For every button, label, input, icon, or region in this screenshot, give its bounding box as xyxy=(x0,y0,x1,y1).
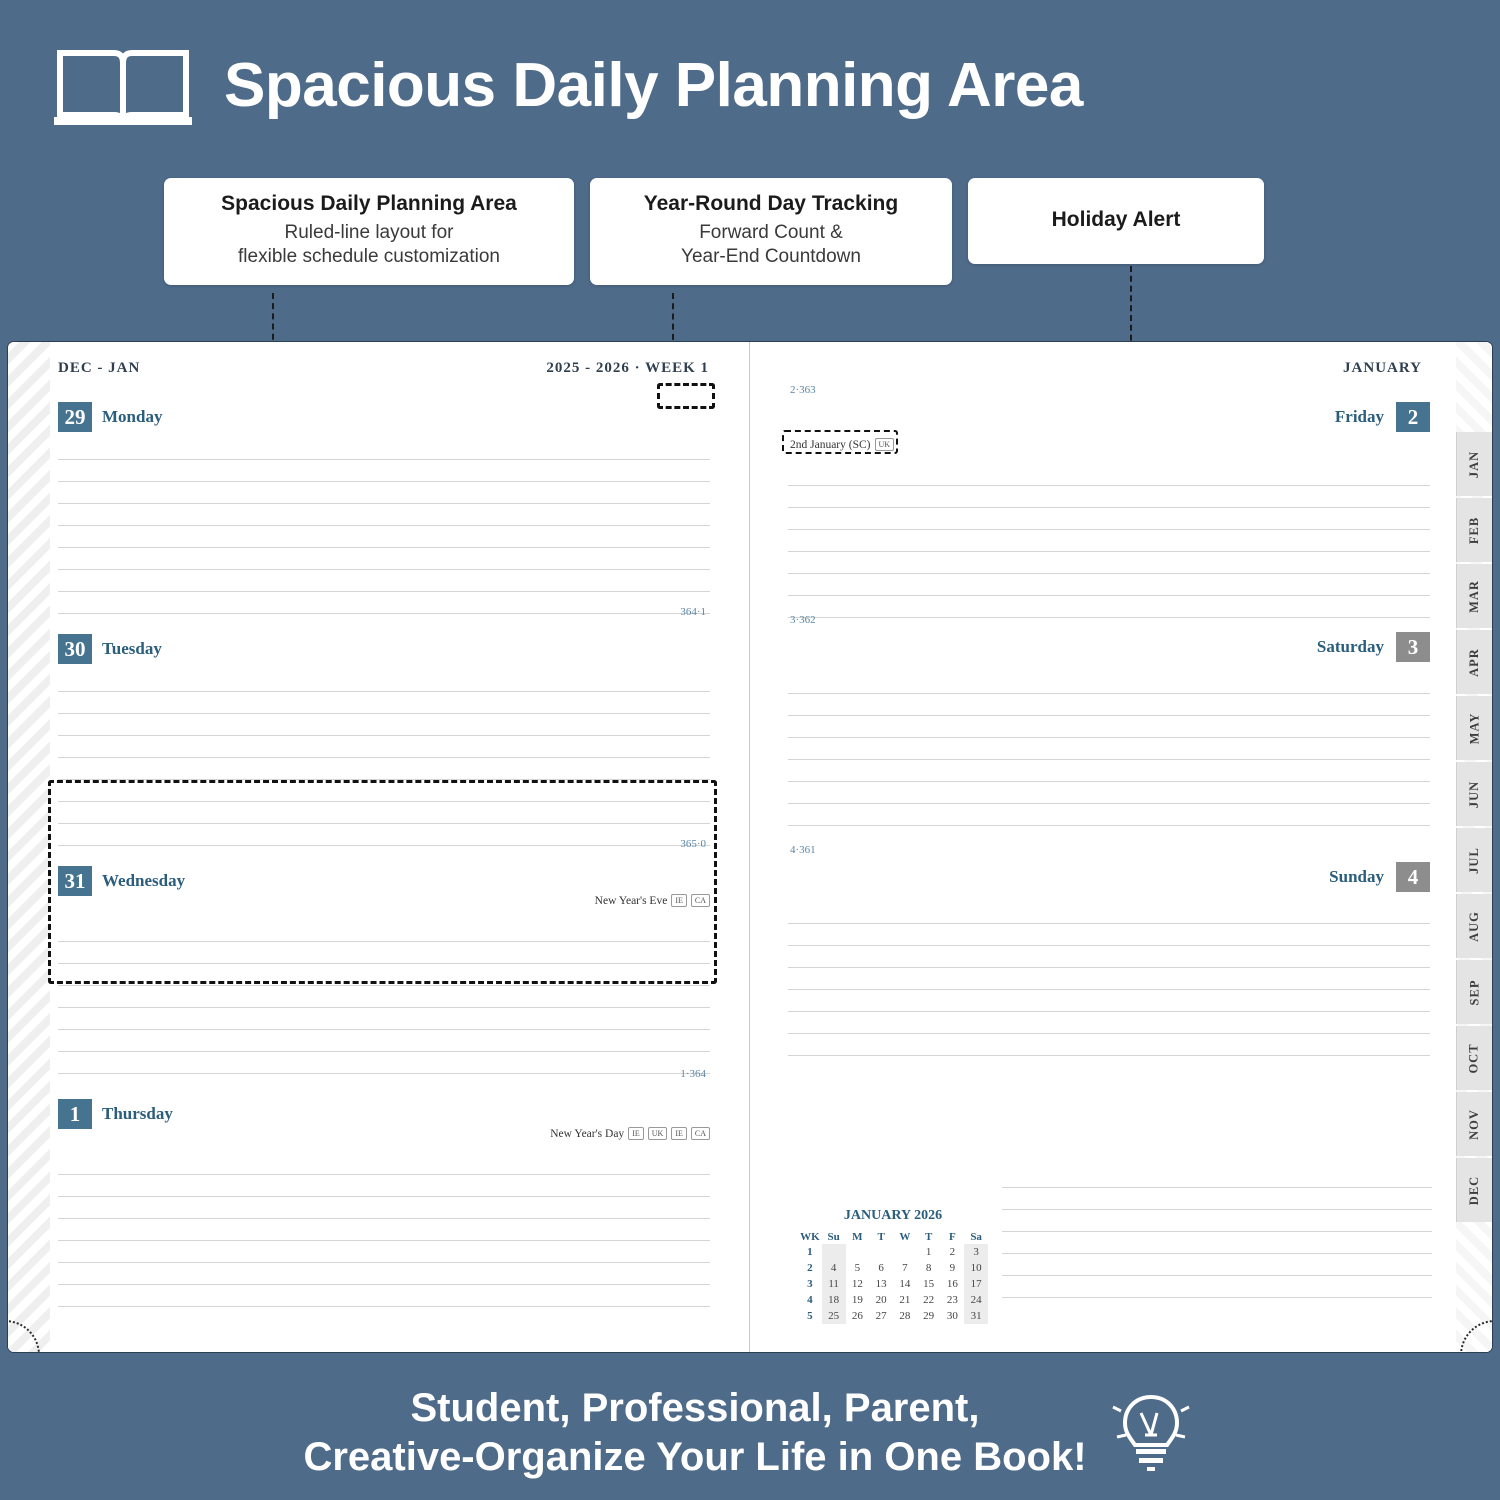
callout-subtitle: Forward Count & Year-End Countdown xyxy=(681,222,861,267)
mini-day[interactable]: 4 xyxy=(822,1260,846,1276)
mini-day[interactable]: 15 xyxy=(923,1278,935,1290)
day-header xyxy=(788,630,1430,664)
open-book-icon xyxy=(48,35,198,135)
right-header-month: JANUARY xyxy=(1343,360,1422,376)
ruled-lines[interactable] xyxy=(58,1153,710,1307)
mini-day[interactable] xyxy=(893,1244,917,1260)
ruled-lines[interactable] xyxy=(788,464,1430,618)
mini-calendar-row xyxy=(798,1276,988,1292)
right-page-header xyxy=(788,360,1422,377)
mini-day[interactable]: 1 xyxy=(925,1246,932,1258)
holiday-code: CA xyxy=(691,1127,710,1140)
mini-col-we: W xyxy=(899,1231,911,1243)
mini-day[interactable]: 17 xyxy=(964,1276,988,1292)
month-tab-label: FEB xyxy=(1467,516,1481,544)
month-tab-oct[interactable] xyxy=(1456,1026,1492,1090)
callout-title: Year-Round Day Tracking xyxy=(643,192,899,215)
mini-day[interactable]: 16 xyxy=(946,1278,958,1290)
mini-day[interactable]: 6 xyxy=(878,1262,884,1274)
day-count: 3·362 xyxy=(790,614,816,626)
page-header xyxy=(0,0,1500,170)
holiday-code: IE xyxy=(671,894,687,907)
mini-day[interactable]: 13 xyxy=(875,1278,887,1290)
day-block-saturday xyxy=(788,614,1430,826)
mini-day[interactable]: 21 xyxy=(899,1294,911,1306)
month-tab-dec[interactable] xyxy=(1456,1158,1492,1222)
highlight-daily-planning-area xyxy=(48,780,717,984)
mini-week-num: 2 xyxy=(807,1262,813,1274)
month-tab-apr[interactable] xyxy=(1456,630,1492,694)
mini-day[interactable]: 22 xyxy=(923,1294,935,1306)
callout-year-round-tracking xyxy=(590,178,952,285)
callout-spacious-daily-planning xyxy=(164,178,574,285)
mini-day[interactable]: 19 xyxy=(851,1294,863,1306)
day-number: 2 xyxy=(1396,402,1430,432)
left-header-month-range: DEC - JAN xyxy=(58,360,141,376)
callout-group xyxy=(0,178,1500,293)
mini-day[interactable]: 23 xyxy=(946,1294,958,1306)
month-tab-label: JAN xyxy=(1467,450,1481,478)
day-header xyxy=(788,400,1430,434)
mini-calendar-row xyxy=(798,1244,988,1260)
mini-day[interactable]: 27 xyxy=(875,1310,887,1322)
mini-calendar-title: JANUARY 2026 xyxy=(843,1208,943,1223)
lightbulb-idea-icon xyxy=(1105,1387,1197,1479)
mini-col-tu: T xyxy=(877,1231,885,1243)
page-footer xyxy=(0,1384,1500,1482)
ruled-lines-notes[interactable] xyxy=(1002,1166,1432,1298)
month-tab-label: OCT xyxy=(1467,1042,1481,1074)
mini-week-num: 5 xyxy=(807,1310,813,1322)
day-name: Sunday xyxy=(1329,867,1384,886)
mini-day[interactable]: 31 xyxy=(964,1308,988,1324)
day-name: Tuesday xyxy=(102,639,162,658)
callout-title: Holiday Alert xyxy=(1051,208,1181,231)
month-tab-label: DEC xyxy=(1467,1175,1481,1205)
holiday-code: IE xyxy=(628,1127,644,1140)
holiday-code: UK xyxy=(875,438,895,451)
ruled-lines[interactable] xyxy=(58,438,710,614)
day-header xyxy=(58,1097,710,1131)
mini-day[interactable]: 26 xyxy=(851,1310,863,1322)
month-tab-feb[interactable] xyxy=(1456,498,1492,562)
mini-day[interactable] xyxy=(822,1244,846,1260)
month-tab-may[interactable] xyxy=(1456,696,1492,760)
day-header xyxy=(58,632,710,666)
mini-calendar-table xyxy=(798,1230,988,1324)
day-block-friday xyxy=(788,384,1430,618)
day-header xyxy=(788,860,1430,894)
mini-day[interactable]: 28 xyxy=(899,1310,911,1322)
month-tab-aug[interactable] xyxy=(1456,894,1492,958)
month-tab-label: MAR xyxy=(1466,579,1481,613)
month-tab-mar[interactable] xyxy=(1456,564,1492,628)
day-header xyxy=(58,400,710,434)
mini-day[interactable]: 25 xyxy=(822,1308,846,1324)
day-block-thursday xyxy=(58,1097,710,1307)
callout-holiday-alert xyxy=(968,178,1264,264)
day-number: 30 xyxy=(58,634,92,664)
mini-day[interactable]: 14 xyxy=(899,1278,911,1290)
ruled-lines[interactable] xyxy=(788,672,1430,826)
mini-day[interactable]: 11 xyxy=(822,1276,846,1292)
day-block-monday xyxy=(58,400,710,618)
month-tab-jan[interactable] xyxy=(1456,432,1492,496)
holiday-code: CA xyxy=(691,894,710,907)
holiday-code: IE xyxy=(671,1127,687,1140)
holiday-code: UK xyxy=(648,1127,668,1140)
day-number: 1 xyxy=(58,1099,92,1129)
day-name: Friday xyxy=(1334,407,1384,426)
mini-calendar-row xyxy=(798,1260,988,1276)
day-name: Saturday xyxy=(1316,637,1384,656)
month-tab-label: JUL xyxy=(1467,846,1481,874)
month-tab-nov[interactable] xyxy=(1456,1092,1492,1156)
mini-day[interactable]: 9 xyxy=(949,1262,956,1274)
day-number: 31 xyxy=(58,866,92,896)
mini-day[interactable]: 10 xyxy=(964,1260,988,1276)
day-count: 1·364 xyxy=(680,1068,706,1080)
planner-page-right xyxy=(750,342,1492,1352)
day-count: 365·0 xyxy=(680,838,706,850)
callout-title: Spacious Daily Planning Area xyxy=(221,192,517,215)
month-tab-sep[interactable] xyxy=(1456,960,1492,1024)
footer-line-2: Creative-Organize Your Life in One Book! xyxy=(303,1435,1087,1480)
month-tab-label: SEP xyxy=(1467,979,1481,1005)
day-name: Wednesday xyxy=(102,871,186,890)
month-tab-label: APR xyxy=(1466,647,1481,677)
mini-day[interactable]: 8 xyxy=(925,1262,932,1274)
holiday-label: New Year's Eve xyxy=(594,894,668,907)
holiday-label: 2nd January (SC) xyxy=(790,438,871,451)
mini-col-su: Su xyxy=(827,1231,840,1243)
mini-col-mo: M xyxy=(852,1231,863,1243)
left-page-header xyxy=(58,360,709,377)
page-title: Spacious Daily Planning Area xyxy=(224,50,1083,120)
callout-subtitle: Ruled-line layout for flexible schedule customization xyxy=(238,222,500,267)
page-edge-shading xyxy=(8,342,50,1352)
highlight-holiday-alert xyxy=(782,430,898,454)
footer-text xyxy=(303,1384,1086,1482)
month-tab-jun[interactable] xyxy=(1456,762,1492,826)
day-name: Thursday xyxy=(102,1104,173,1123)
mini-day[interactable]: 20 xyxy=(875,1294,887,1306)
day-block-sunday xyxy=(788,844,1430,1056)
mini-day[interactable]: 3 xyxy=(964,1244,988,1260)
mini-calendar-header-row xyxy=(798,1230,988,1244)
mini-col-fr: F xyxy=(949,1231,956,1243)
mini-col-th: T xyxy=(924,1231,933,1243)
left-header-week: 2025 - 2026 · WEEK 1 xyxy=(546,360,709,376)
day-number: 29 xyxy=(58,402,92,432)
month-tab-label: NOV xyxy=(1467,1108,1481,1140)
mini-day[interactable]: 24 xyxy=(964,1292,988,1308)
mini-day[interactable] xyxy=(869,1244,893,1260)
month-tab-label: MAY xyxy=(1467,712,1481,744)
holiday-note xyxy=(550,1127,710,1140)
mini-calendar xyxy=(798,1208,988,1324)
day-count: 364·1 xyxy=(680,606,706,618)
mini-day[interactable]: 2 xyxy=(949,1246,956,1258)
mini-week-num: 4 xyxy=(807,1294,813,1306)
mini-day[interactable]: 30 xyxy=(946,1310,958,1322)
day-count: 2·363 xyxy=(790,384,816,396)
month-tab-jul[interactable] xyxy=(1456,828,1492,892)
day-number: 4 xyxy=(1396,862,1430,892)
day-number: 3 xyxy=(1396,632,1430,662)
mini-week-num: 1 xyxy=(807,1246,813,1258)
day-name: Monday xyxy=(102,407,163,426)
holiday-label: New Year's Day xyxy=(550,1127,625,1140)
month-tab-strip[interactable] xyxy=(1456,432,1492,1222)
mini-day[interactable]: 12 xyxy=(851,1278,863,1290)
mini-day[interactable]: 29 xyxy=(923,1310,935,1322)
mini-week-num: 3 xyxy=(807,1278,813,1290)
month-tab-label: JUN xyxy=(1467,780,1481,808)
footer-line-1: Student, Professional, Parent, xyxy=(410,1386,980,1431)
day-count: 4·361 xyxy=(790,844,816,856)
mini-calendar-row xyxy=(798,1308,988,1324)
mini-col-sa: Sa xyxy=(970,1231,982,1243)
ruled-lines[interactable] xyxy=(788,902,1430,1056)
mini-day[interactable]: 7 xyxy=(902,1262,908,1274)
month-tab-label: AUG xyxy=(1467,910,1481,942)
mini-day[interactable] xyxy=(846,1244,870,1260)
highlight-day-tracking xyxy=(657,383,715,409)
mini-day[interactable]: 5 xyxy=(854,1262,861,1274)
mini-col-wk: WK xyxy=(800,1231,820,1243)
mini-calendar-row xyxy=(798,1292,988,1308)
mini-day[interactable]: 18 xyxy=(822,1292,846,1308)
